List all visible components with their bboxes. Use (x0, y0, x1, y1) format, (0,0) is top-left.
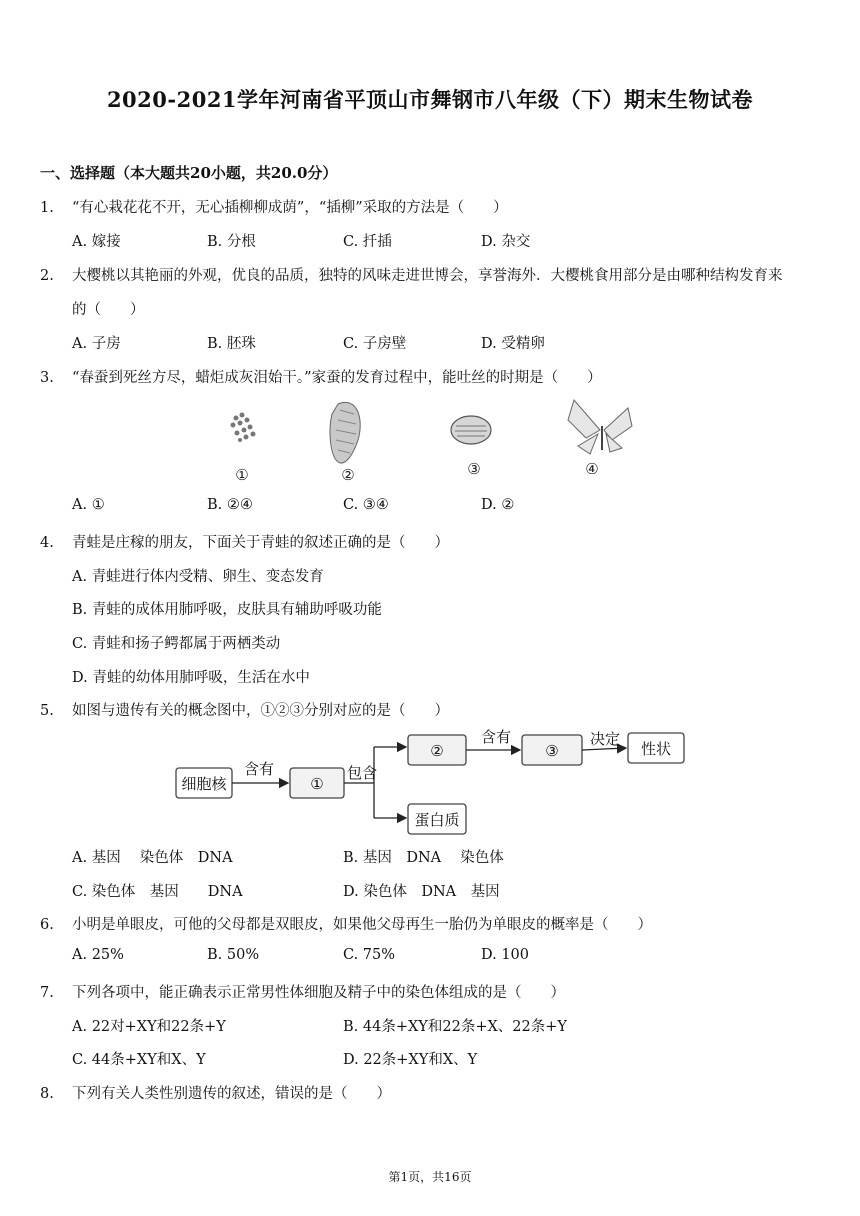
question-text: 如图与遗传有关的概念图中，①②③分别对应的是（ ） (72, 703, 449, 719)
question-text: “春蚕到死丝方尽，蜡炬成灰泪始干。”家蚕的发育过程中，能吐丝的时期是（ ） (72, 370, 602, 386)
silkworm-moth-image (568, 400, 632, 454)
option-c[interactable]: C. 青蛙和扬子鳄都属于两栖类动 (72, 636, 281, 652)
question-number: 8. (40, 1086, 54, 1102)
figure-label-2: ② (341, 466, 355, 484)
question-1 (40, 196, 508, 217)
option-a[interactable]: A. 25% (72, 947, 124, 963)
option-b[interactable]: B. 44条+XY和22条+X、22条+Y (343, 1019, 567, 1035)
question-2 (40, 264, 783, 285)
edge-label: 含有 (480, 728, 512, 746)
question-text: “有心栽花花不开，无心插柳柳成荫”，“插柳”采取的方法是（ ） (72, 200, 508, 216)
option-b[interactable]: B. 50% (207, 947, 260, 963)
option-b[interactable]: B. ②④ (207, 497, 253, 513)
question-text: 大樱桃以其艳丽的外观，优良的品质，独特的风味走进世博会，享誉海外．大樱桃食用部分是由哪种结构发育来 (72, 268, 783, 284)
figure-label-4: ④ (585, 460, 599, 478)
question-number: 1. (40, 200, 54, 216)
genetics-concept-diagram (0, 722, 860, 838)
question-text-continued: 的（ ） (72, 302, 145, 318)
node-label: ① (310, 775, 324, 793)
edge-label: 含有 (243, 760, 275, 778)
question-text: 下列有关人类性别遗传的叙述，错误的是（ ） (72, 1086, 391, 1102)
option-d[interactable]: D. 受精卵 (481, 336, 545, 352)
edge-label: 决定 (589, 730, 621, 748)
edge-label: 包含 (346, 764, 378, 782)
option-a[interactable]: A. 嫁接 (72, 234, 121, 250)
option-c[interactable]: C. ③④ (343, 497, 389, 513)
option-b[interactable]: B. 青蛙的成体用肺呼吸，皮肤具有辅助呼吸功能 (72, 602, 382, 618)
option-c[interactable]: C. 75% (343, 947, 396, 963)
silkworm-cocoon-image (451, 416, 491, 444)
option-c[interactable]: C. 染色体 基因 DNA (72, 884, 243, 900)
question-4 (40, 531, 449, 552)
question-text: 青蛙是庄稼的朋友，下面关于青蛙的叙述正确的是（ ） (72, 535, 449, 551)
node-label: 蛋白质 (414, 811, 460, 829)
question-3 (40, 366, 602, 387)
silkworm-larva-image (330, 402, 360, 463)
option-d[interactable]: D. 22条+XY和X、Y (343, 1052, 478, 1068)
node-label: ② (430, 742, 444, 760)
question-number: 2. (40, 268, 54, 284)
node-label: ③ (545, 742, 559, 760)
option-c[interactable]: C. 子房壁 (343, 336, 407, 352)
option-d[interactable]: D. ② (481, 497, 515, 513)
node-label: 性状 (640, 740, 672, 758)
page-footer: 第1页，共16页 (388, 1170, 472, 1184)
option-b[interactable]: B. 分根 (207, 234, 256, 250)
option-c[interactable]: C. 扦插 (343, 234, 392, 250)
page-title: 2020-2021学年河南省平顶山市舞钢市八年级（下）期末生物试卷 (106, 87, 754, 112)
question-6 (40, 913, 652, 934)
question-text: 下列各项中，能正确表示正常男性体细胞及精子中的染色体组成的是（ ） (72, 985, 565, 1001)
silkworm-stages-figure (0, 390, 860, 486)
section-heading: 一、选择题（本大题共20小题，共20.0分） (40, 164, 338, 182)
option-a[interactable]: A. ① (72, 497, 105, 513)
question-number: 6. (40, 917, 54, 933)
option-b[interactable]: B. 基因 DNA 染色体 (343, 850, 504, 866)
option-d[interactable]: D. 青蛙的幼体用肺呼吸，生活在水中 (72, 670, 310, 686)
option-a[interactable]: A. 22对+XY和22条+Y (72, 1019, 226, 1035)
figure-label-1: ① (235, 466, 249, 484)
figure-label-3: ③ (467, 460, 481, 478)
question-number: 3. (40, 370, 54, 386)
node-label: 细胞核 (181, 775, 227, 793)
question-number: 7. (40, 985, 54, 1001)
silkworm-eggs-image (231, 413, 256, 443)
option-b[interactable]: B. 胚珠 (207, 336, 256, 352)
option-d[interactable]: D. 染色体 DNA 基因 (343, 884, 500, 900)
question-7 (40, 981, 565, 1002)
option-a[interactable]: A. 子房 (72, 336, 121, 352)
option-c[interactable]: C. 44条+XY和X、Y (72, 1052, 206, 1068)
option-d[interactable]: D. 杂交 (481, 234, 531, 250)
option-d[interactable]: D. 100 (481, 947, 530, 963)
question-number: 4. (40, 535, 54, 551)
option-a[interactable]: A. 基因 染色体 DNA (72, 850, 233, 866)
question-number: 5. (40, 703, 54, 719)
question-8 (40, 1082, 391, 1103)
option-a[interactable]: A. 青蛙进行体内受精、卵生、变态发育 (72, 569, 324, 585)
question-5 (40, 699, 449, 720)
question-text: 小明是单眼皮，可他的父母都是双眼皮，如果他父母再生一胎仍为单眼皮的概率是（ ） (72, 917, 652, 933)
